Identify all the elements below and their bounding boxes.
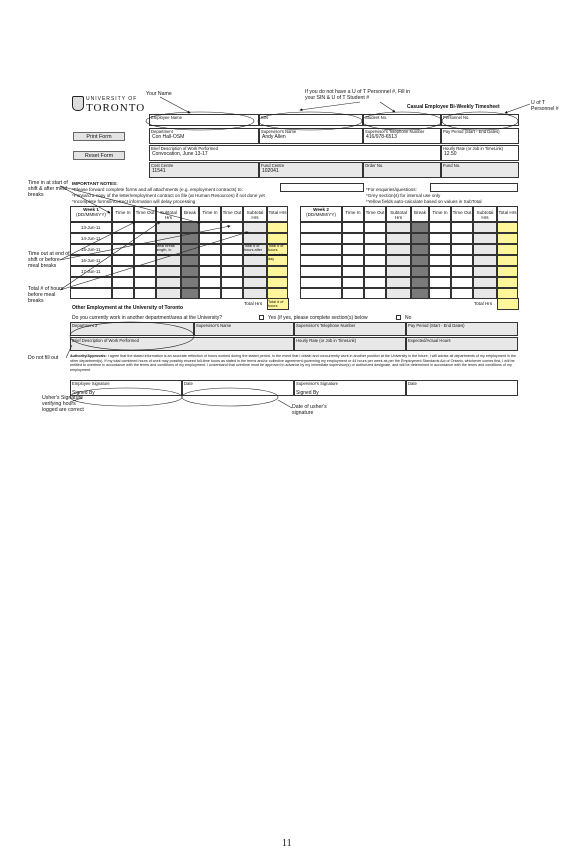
week1-cell[interactable] xyxy=(221,266,243,277)
annotation-usher-sig: Usher's Signature verifying hours logged are correct xyxy=(42,395,84,414)
forward-to-box[interactable] xyxy=(280,183,364,192)
annotation-meal-break: Meal break length, in minutes xyxy=(156,244,175,257)
week2-cell xyxy=(497,222,518,233)
week2-cell xyxy=(386,255,411,266)
week1-col-header: Total Hrs xyxy=(267,206,288,222)
annotation-hours-day: Total # of hours worked this day xyxy=(268,244,288,262)
week2-cell[interactable] xyxy=(451,277,473,288)
week1-cell xyxy=(243,233,267,244)
week1-cell xyxy=(267,266,288,277)
date-value: 14-Jun-11 xyxy=(81,236,101,241)
week2-cell[interactable] xyxy=(411,288,429,299)
week2-cell xyxy=(386,277,411,288)
week1-cell[interactable] xyxy=(112,288,134,299)
week2-cell[interactable] xyxy=(451,288,473,299)
week1-cell[interactable] xyxy=(112,244,134,255)
department2-field[interactable]: Department 2 xyxy=(70,322,194,336)
week1-date-cell[interactable] xyxy=(70,244,112,255)
week2-cell xyxy=(473,233,497,244)
week2-cell[interactable] xyxy=(364,277,386,288)
form-title: Casual Employee Bi-Weekly Timesheet xyxy=(407,104,500,110)
crest-icon xyxy=(72,96,84,111)
week2-cell xyxy=(473,288,497,299)
week2-cell xyxy=(386,288,411,299)
week1-cell xyxy=(267,233,288,244)
week2-cell[interactable] xyxy=(364,266,386,277)
week1-cell xyxy=(243,277,267,288)
week1-cell xyxy=(156,288,181,299)
annotation-total-before: Total # of hours before meal breaks xyxy=(28,286,64,305)
authority-body: I agree that the stated information is an accurate reflection of hours worked during the stated period. In the event that I obtain and concurrently work in another position at the University in the future, I will advise all departments of my employment in the other department(s). If my total combined hours of work may possibly exceed full-time hours as stated in the terms and/or collective agreement governing my employment or 44 hours per week as per the Employment Standards Act of Ontario, whichever comes first, I will be entitled to overtime in accordance with the terms and conditions of my employment. I understand that overtime must be approved in advance by my immediate supervisor(s) or authorized designate, and will be determined in accordance with the terms and conditions of my employment. xyxy=(70,354,517,372)
week2-col-header: Time In xyxy=(429,206,451,222)
week1-total-label: Total Hrs xyxy=(244,301,263,306)
other-employment-question: Do you currently work in another department/area at the University? xyxy=(72,315,223,321)
week1-cell xyxy=(267,222,288,233)
week1-cell xyxy=(267,277,288,288)
week2-date-header: Week 2 (DD/MMM/YY) xyxy=(300,206,342,222)
annotation-personnel: U of T Personnel # xyxy=(531,100,559,113)
week1-cell[interactable] xyxy=(221,255,243,266)
week2-date-cell[interactable] xyxy=(300,222,342,233)
week1-date-cell[interactable] xyxy=(70,222,112,233)
pay-period-field[interactable]: Pay Period (Start - End Dates) xyxy=(441,128,519,144)
week1-cell[interactable] xyxy=(134,233,156,244)
student-no-field[interactable]: Student No. xyxy=(363,114,441,126)
week1-col-header: Break xyxy=(181,206,199,222)
annotation-date-usher: Date of usher's signature xyxy=(292,404,327,417)
annotation-hours-after: Total # of hours after meal breaks xyxy=(244,244,265,257)
week2-cell[interactable] xyxy=(342,266,364,277)
notes-line-1: *Please forward complete forms and all attachments (e.g. employment contracts) to: xyxy=(72,187,243,192)
week1-date-cell[interactable] xyxy=(70,266,112,277)
week2-total-label: Total Hrs xyxy=(474,301,493,306)
personnel-no-field[interactable]: Personnel No. xyxy=(441,114,519,126)
week2-col-header: Time Out xyxy=(364,206,386,222)
week1-cell[interactable] xyxy=(221,222,243,233)
week2-cell xyxy=(473,266,497,277)
week2-cell xyxy=(497,244,518,255)
week2-date-cell[interactable] xyxy=(300,244,342,255)
week2-cell[interactable] xyxy=(451,244,473,255)
week1-cell[interactable] xyxy=(134,288,156,299)
week1-cell[interactable] xyxy=(134,222,156,233)
week2-cell[interactable] xyxy=(342,244,364,255)
employee-name-field[interactable]: Employee Name xyxy=(149,114,259,126)
week2-cell xyxy=(386,266,411,277)
reset-form-button[interactable]: Reset Form xyxy=(73,151,125,160)
week1-col-header: Time Out xyxy=(134,206,156,222)
week1-date-header: Week 1 (DD/MMM/YY) xyxy=(70,206,112,222)
week2-cell[interactable] xyxy=(411,266,429,277)
week1-cell[interactable] xyxy=(221,244,243,255)
department-field[interactable]: Department Con Hall-OSM xyxy=(149,128,259,144)
week2-date-cell[interactable] xyxy=(300,233,342,244)
notes-yellow: *Yellow fields auto-calculate based on values in SubTotal xyxy=(366,199,482,204)
week2-cell xyxy=(386,222,411,233)
week2-cell[interactable] xyxy=(342,255,364,266)
week2-total-field xyxy=(497,298,519,310)
week2-date-cell[interactable] xyxy=(300,277,342,288)
description-field[interactable]: Brief Description of Work Performed Convocation, June 13-17 xyxy=(149,145,441,161)
week2-date-cell[interactable] xyxy=(300,255,342,266)
notes-heading: IMPORTANT NOTES: xyxy=(72,181,118,186)
week2-col-header: Subtotal Hrs xyxy=(386,206,411,222)
week1-date-cell[interactable] xyxy=(70,255,112,266)
week2-col-header: Time In xyxy=(342,206,364,222)
week1-cell xyxy=(156,233,181,244)
week2-cell[interactable] xyxy=(342,277,364,288)
week1-cell xyxy=(156,222,181,233)
annotation-no-personnel: If you do not have a U of T Personnel #, Fill in your SIN & U of T Student # xyxy=(305,89,411,102)
pay-period2-field[interactable]: Pay Period (Start - End Dates) xyxy=(406,322,518,336)
supervisor-signature-date[interactable]: Date xyxy=(406,380,518,396)
week2-cell[interactable] xyxy=(364,255,386,266)
order-no-field: Order No. xyxy=(363,162,441,178)
week1-cell[interactable] xyxy=(181,288,199,299)
week2-cell[interactable] xyxy=(411,233,429,244)
week2-cell[interactable] xyxy=(364,233,386,244)
week1-cell[interactable] xyxy=(181,222,199,233)
week1-cell[interactable] xyxy=(221,288,243,299)
date-value: 13-Jun-11 xyxy=(81,225,101,230)
week1-cell[interactable] xyxy=(199,288,221,299)
week1-cell[interactable] xyxy=(112,266,134,277)
week1-cell[interactable] xyxy=(181,233,199,244)
expected-hours-field[interactable]: Expected/Actual Hours xyxy=(406,337,518,351)
week2-cell[interactable] xyxy=(342,233,364,244)
authority-text xyxy=(70,354,518,372)
week1-cell[interactable] xyxy=(134,266,156,277)
week2-cell[interactable] xyxy=(451,222,473,233)
week2-cell[interactable] xyxy=(429,233,451,244)
week2-cell[interactable] xyxy=(451,266,473,277)
week1-col-header: Subtotal Hrs xyxy=(156,206,181,222)
week2-cell[interactable] xyxy=(429,244,451,255)
supervisor-name-field[interactable]: Supervisor's Name Andy Allen xyxy=(259,128,363,144)
week1-cell xyxy=(156,277,181,288)
hourly-rate2-field[interactable]: Hourly Rate (or Job in TimeLink) xyxy=(294,337,406,351)
week1-cell[interactable] xyxy=(199,255,221,266)
date-value: 16-Jun-11 xyxy=(81,258,101,263)
week2-cell xyxy=(473,244,497,255)
week1-date-cell[interactable] xyxy=(70,233,112,244)
week1-cell[interactable] xyxy=(134,277,156,288)
enquiries-box[interactable] xyxy=(430,183,518,192)
week2-cell[interactable] xyxy=(364,244,386,255)
week2-cell xyxy=(497,233,518,244)
date-value: 15-Jun-11 xyxy=(81,247,101,252)
week1-cell[interactable] xyxy=(221,233,243,244)
week2-cell[interactable] xyxy=(364,288,386,299)
notes-grey: *Grey section(s) for internal use only xyxy=(366,193,441,198)
week1-cell[interactable] xyxy=(134,255,156,266)
notes-enquiries: *For enquiries/questions: xyxy=(366,187,417,192)
annotation-your-name: Your Name xyxy=(146,91,172,97)
page-number: 11 xyxy=(282,838,292,849)
week2-cell[interactable] xyxy=(342,288,364,299)
week1-cell[interactable] xyxy=(134,244,156,255)
cost-centre-field: Cost Centre 11541 xyxy=(149,162,259,178)
week2-cell[interactable] xyxy=(411,222,429,233)
week2-col-header: Time Out xyxy=(451,206,473,222)
description2-field[interactable]: Brief Description of Work Performed xyxy=(70,337,294,351)
university-small-text: UNIVERSITY OF xyxy=(86,96,138,102)
week1-cell[interactable] xyxy=(181,277,199,288)
fund-centre-field: Fund Centre 102041 xyxy=(259,162,363,178)
week2-cell xyxy=(497,255,518,266)
employee-signature-field[interactable]: Employee Signature xyxy=(70,380,182,396)
week2-col-header: Subtotal Hrs xyxy=(473,206,497,222)
week2-cell xyxy=(497,277,518,288)
week2-cell[interactable] xyxy=(429,288,451,299)
week2-col-header: Break xyxy=(411,206,429,222)
week1-cell[interactable] xyxy=(221,277,243,288)
university-logo xyxy=(72,96,146,118)
week2-col-header: Total Hrs xyxy=(497,206,518,222)
week1-cell[interactable] xyxy=(199,222,221,233)
week1-cell[interactable] xyxy=(112,255,134,266)
supervisor-phone-field[interactable]: Supervisor's Telephone Number 416/978-6513 xyxy=(363,128,441,144)
notes-line-2: *Forward a copy of the letter/employment contract on file (at Human Resources) if not done yet xyxy=(72,193,265,198)
week2-date-cell[interactable] xyxy=(300,288,342,299)
supervisor-signature-field[interactable]: Supervisor's Signature xyxy=(294,380,406,396)
week1-cell[interactable] xyxy=(199,244,221,255)
week1-col-header: Time Out xyxy=(221,206,243,222)
week1-cell[interactable] xyxy=(181,244,199,255)
employee-signature-date[interactable]: Date xyxy=(182,380,294,396)
week1-cell[interactable] xyxy=(181,266,199,277)
date-value: 17-Jun-11 xyxy=(81,269,101,274)
week2-cell xyxy=(386,233,411,244)
week1-cell xyxy=(243,266,267,277)
university-big-text: TORONTO xyxy=(86,102,146,114)
annotation-time-out-end: Time out at end of shift or before meal breaks xyxy=(28,251,70,270)
print-form-button[interactable]: Print Form xyxy=(73,132,125,141)
week2-cell[interactable] xyxy=(451,255,473,266)
week2-cell xyxy=(386,244,411,255)
week2-cell[interactable] xyxy=(342,222,364,233)
week1-col-header: Time In xyxy=(112,206,134,222)
week2-cell xyxy=(473,255,497,266)
week2-cell xyxy=(473,277,497,288)
week2-date-cell[interactable] xyxy=(300,266,342,277)
week1-cell xyxy=(156,266,181,277)
week1-cell[interactable] xyxy=(199,266,221,277)
week2-cell[interactable] xyxy=(429,266,451,277)
week1-cell[interactable] xyxy=(112,233,134,244)
week2-cell[interactable] xyxy=(429,255,451,266)
yes-checkbox[interactable] xyxy=(259,315,264,320)
no-label: No xyxy=(405,315,412,321)
yes-label: Yes (if yes, please complete section(s) below xyxy=(268,315,368,321)
week1-col-header: Time In xyxy=(199,206,221,222)
week2-cell[interactable] xyxy=(411,277,429,288)
supervisor2-phone-field[interactable]: Supervisor's Telephone Number xyxy=(294,322,406,336)
week2-cell xyxy=(473,222,497,233)
week1-cell xyxy=(243,288,267,299)
signed-by-supervisor: Signed By xyxy=(296,390,319,396)
week1-col-header: Subtotal Hrs xyxy=(243,206,267,222)
annotation-do-not-fill: Do not fill out xyxy=(28,355,59,361)
sin-field[interactable]: SIN xyxy=(259,114,363,126)
week1-cell[interactable] xyxy=(112,277,134,288)
notes-line-3: *Incomplete forms/incorrect information will delay processing xyxy=(72,199,196,204)
week2-cell[interactable] xyxy=(451,233,473,244)
week1-cell[interactable] xyxy=(199,233,221,244)
week2-cell[interactable] xyxy=(429,222,451,233)
week2-cell[interactable] xyxy=(411,244,429,255)
week2-cell[interactable] xyxy=(364,222,386,233)
week2-cell[interactable] xyxy=(411,255,429,266)
annotation-time-in-start: Time in at start of shift & after meal breaks xyxy=(28,180,68,199)
fund-no-field: Fund No. xyxy=(441,162,519,178)
signed-by-employee: Signed By xyxy=(72,390,95,396)
week1-cell xyxy=(243,222,267,233)
hourly-rate-field[interactable]: Hourly Rate (or Job in TimeLink) 12.50 xyxy=(441,145,519,161)
annotation-total-hours: Total # of hours xyxy=(268,300,284,309)
week1-date-cell[interactable] xyxy=(70,288,112,299)
week1-cell[interactable] xyxy=(112,222,134,233)
week1-cell[interactable] xyxy=(199,277,221,288)
no-checkbox[interactable] xyxy=(396,315,401,320)
week2-cell[interactable] xyxy=(429,277,451,288)
supervisor2-name-field[interactable]: Supervisor's Name xyxy=(194,322,294,336)
other-employment-heading: Other Employment at the University of Toronto xyxy=(72,305,184,311)
week1-cell[interactable] xyxy=(181,255,199,266)
week1-date-cell[interactable] xyxy=(70,277,112,288)
authority-title: Authority/Approvals: xyxy=(70,354,107,358)
week2-cell xyxy=(497,266,518,277)
